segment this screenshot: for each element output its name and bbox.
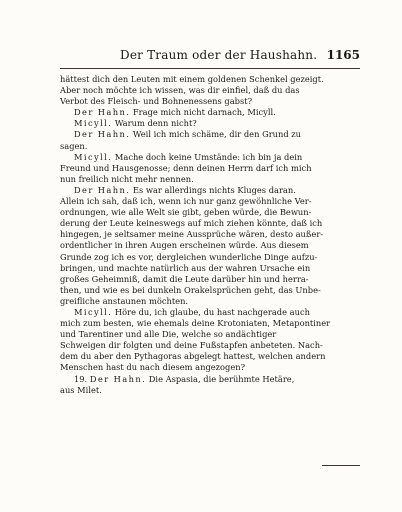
text-line — [60, 174, 364, 185]
text-line — [60, 252, 364, 263]
text-line — [60, 240, 364, 251]
text-line — [60, 185, 364, 196]
text-line — [60, 107, 364, 118]
line-text: sagen. — [60, 140, 88, 151]
paragraph — [60, 152, 364, 185]
line-text: greifliche anstaunen möchten. — [60, 295, 189, 306]
text-line — [60, 196, 364, 207]
text-line — [60, 385, 364, 396]
line-text: und Tarentiner und alle Die, welche so andächtiger — [60, 329, 277, 340]
end-rule — [322, 465, 360, 466]
line-text: Es war allerdings nichts Kluges daran. — [132, 184, 296, 195]
line-text: Schweigen dir folgten und deine Fußstapfen anbeteten. Nach- — [60, 340, 323, 351]
paragraph — [60, 185, 364, 307]
page-number: 1165 — [326, 48, 360, 62]
line-text: hättest dich den Leuten mit einem goldenen Schenkel gezeigt. — [60, 74, 324, 84]
line-text: hingegen, je seltsamer meine Aussprüche wären, desto außer- — [60, 229, 324, 240]
line-text: Warum denn nicht? — [114, 118, 197, 129]
text-line — [60, 96, 364, 107]
line-text: nun freilich nicht mehr nennen. — [60, 173, 194, 184]
speaker-name: Der Hahn. — [89, 373, 147, 384]
header-rule — [60, 68, 360, 69]
line-text: Weil ich mich schäme, dir den Grund zu — [132, 129, 302, 140]
text-line — [60, 85, 364, 96]
line-text: Aber noch möchte ich wissen, was dir einfiel, daß du das — [60, 85, 300, 96]
paragraph — [60, 307, 364, 374]
line-text: Allein ich sah, daß ich, wenn ich nur ganz gewöhnliche Ver- — [60, 196, 312, 207]
speaker-name: Der Hahn. — [74, 184, 131, 195]
line-text: großes Geheimniß, damit die Leute darüber hin und herra- — [60, 273, 309, 284]
speaker-name: Micyll. — [74, 151, 113, 162]
text-line — [60, 263, 364, 274]
text-line — [60, 307, 364, 318]
page-text — [60, 74, 364, 396]
text-line — [60, 118, 364, 129]
line-text: ordnungen, wie alle Welt sie gibt, geben würde, die Bewun- — [60, 207, 312, 218]
running-header — [60, 48, 360, 66]
line-text: Grunde zog ich es vor, dergleichen wunderliche Dinge aufzu- — [60, 251, 318, 262]
speaker-name: Micyll. — [74, 118, 113, 129]
line-text: derung der Leute keineswegs auf mich ziehen könnte, daß ich — [60, 218, 323, 229]
text-line — [60, 129, 364, 140]
line-text: dem du aber den Pythagoras abgelegt hattest, welchen andern — [60, 351, 326, 362]
text-line — [60, 141, 364, 152]
speaker-name: Der Hahn. — [74, 129, 131, 140]
text-line — [60, 340, 364, 351]
text-line — [60, 274, 364, 285]
paragraph — [60, 118, 364, 129]
line-text: Die Aspasia, die berühmte Hetäre, — [148, 373, 295, 384]
line-text: Frage mich nicht darnach, Micyll. — [132, 107, 276, 118]
line-text: bringen, und machte natürlich aus der wahren Ursache ein — [60, 262, 311, 273]
section-number: 19. — [74, 373, 90, 384]
line-text: mich zum besten, wie ehemals deine Krotoniaten, Metapontiner — [60, 318, 331, 329]
line-text: Mache doch keine Umstände: ich bin ja dein — [114, 151, 303, 162]
text-line — [60, 152, 364, 163]
speaker-name: Micyll. — [74, 306, 113, 317]
text-line — [60, 285, 364, 296]
text-line — [60, 229, 364, 240]
paragraph — [60, 374, 364, 396]
line-text: Freund und Hausgenosse; denn deinen Herrn darf ich mich — [60, 162, 312, 173]
paragraph — [60, 107, 364, 118]
line-text: Verbot des Fleisch- und Bohnenessens gabst? — [60, 96, 253, 107]
running-title: Der Traum oder der Haushahn. — [120, 48, 318, 62]
speaker-name: Der Hahn. — [74, 107, 131, 118]
text-line — [60, 163, 364, 174]
text-line — [60, 329, 364, 340]
text-line — [60, 207, 364, 218]
paragraph — [60, 129, 364, 151]
line-text: then, und wie es bei dunkeln Orakelsprüchen geht, das Unbe- — [60, 284, 321, 295]
line-text: aus Milet. — [60, 384, 102, 395]
paragraph — [60, 74, 364, 107]
text-line — [60, 74, 364, 85]
line-text: Höre du, ich glaube, du hast nachgerade auch — [114, 306, 310, 317]
text-line — [60, 218, 364, 229]
text-line — [60, 318, 364, 329]
text-line — [60, 351, 364, 362]
line-text: ordentlicher in ihren Augen erscheinen würde. Aus diesem — [60, 240, 309, 251]
line-text: Menschen hast du nach diesem angezogen? — [60, 362, 246, 373]
text-line — [60, 296, 364, 307]
text-line — [60, 374, 364, 385]
text-line — [60, 362, 364, 373]
